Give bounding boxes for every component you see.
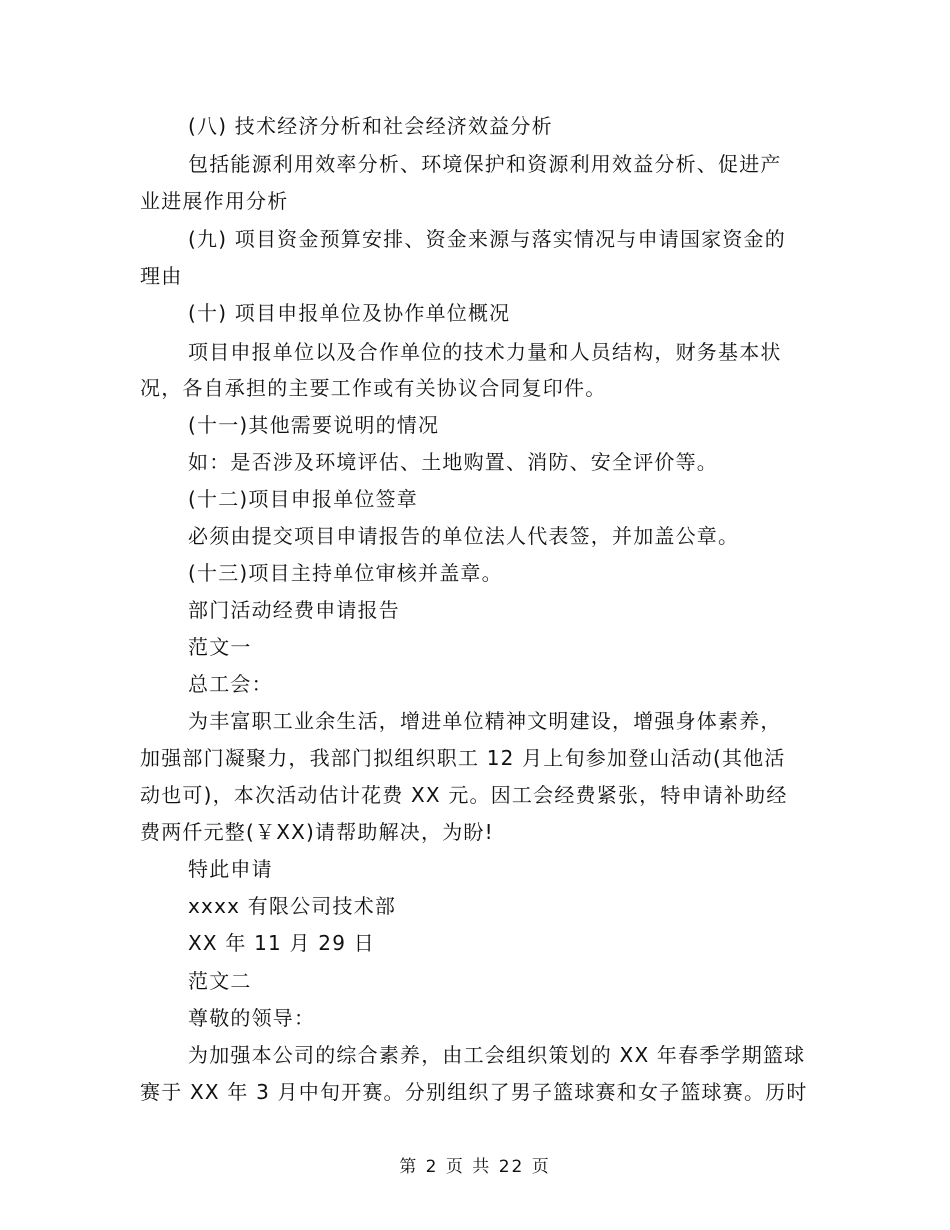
paragraph-line: 为加强本公司的综合素养，由工会组织策划的 XX 年春季学期篮球 bbox=[188, 1043, 806, 1067]
section-heading-11: (十一)其他需要说明的情况 bbox=[188, 413, 440, 437]
page-number-footer: 第 2 页 共 22 页 bbox=[399, 1157, 551, 1177]
document-title: 部门活动经费申请报告 bbox=[188, 598, 400, 622]
paragraph-line: 如：是否涉及环境评估、土地购置、消防、安全评价等。 bbox=[188, 450, 718, 474]
section-heading-8: (八) 技术经济分析和社会经济效益分析 bbox=[188, 114, 553, 138]
paragraph-line: 动也可)，本次活动估计花费 XX 元。因工会经费紧张，特申请补助经 bbox=[140, 783, 788, 807]
salutation: 尊敬的领导： bbox=[188, 1006, 316, 1030]
paragraph-line: 理由 bbox=[140, 264, 183, 288]
sample-heading-1: 范文一 bbox=[188, 635, 252, 659]
paragraph-line: 包括能源利用效率分析、环境保护和资源利用效益分析、促进产 bbox=[188, 152, 782, 176]
paragraph-line: 费两仟元整(￥XX)请帮助解决，为盼! bbox=[140, 820, 494, 844]
section-heading-13: (十三)项目主持单位审核并盖章。 bbox=[188, 561, 503, 585]
sample-heading-2: 范文二 bbox=[188, 969, 252, 993]
paragraph-line: 为丰富职工业余生活，增进单位精神文明建设，增强身体素养， bbox=[188, 709, 782, 733]
closing-line: 特此申请 bbox=[188, 857, 273, 881]
paragraph-line: 项目申报单位以及合作单位的技术力量和人员结构，财务基本状 bbox=[188, 340, 782, 364]
signature-date: XX 年 11 月 29 日 bbox=[188, 931, 375, 955]
section-heading-12: (十二)项目申报单位签章 bbox=[188, 487, 419, 511]
signature-org: xxxx 有限公司技术部 bbox=[188, 894, 397, 918]
paragraph-line: 加强部门凝聚力，我部门拟组织职工 12 月上旬参加登山活动(其他活 bbox=[140, 746, 786, 770]
paragraph-line: 况，各自承担的主要工作或有关协议合同复印件。 bbox=[140, 376, 607, 400]
paragraph-line: 赛于 XX 年 3 月中旬开赛。分别组织了男子篮球赛和女子篮球赛。历时 bbox=[140, 1080, 808, 1104]
section-heading-9: (九) 项目资金预算安排、资金来源与落实情况与申请国家资金的 bbox=[188, 227, 786, 251]
paragraph-line: 必须由提交项目申请报告的单位法人代表签，并加盖公章。 bbox=[188, 524, 740, 548]
section-heading-10: (十) 项目申报单位及协作单位概况 bbox=[188, 301, 511, 325]
paragraph-line: 业进展作用分析 bbox=[140, 189, 289, 213]
salutation: 总工会： bbox=[188, 672, 273, 696]
